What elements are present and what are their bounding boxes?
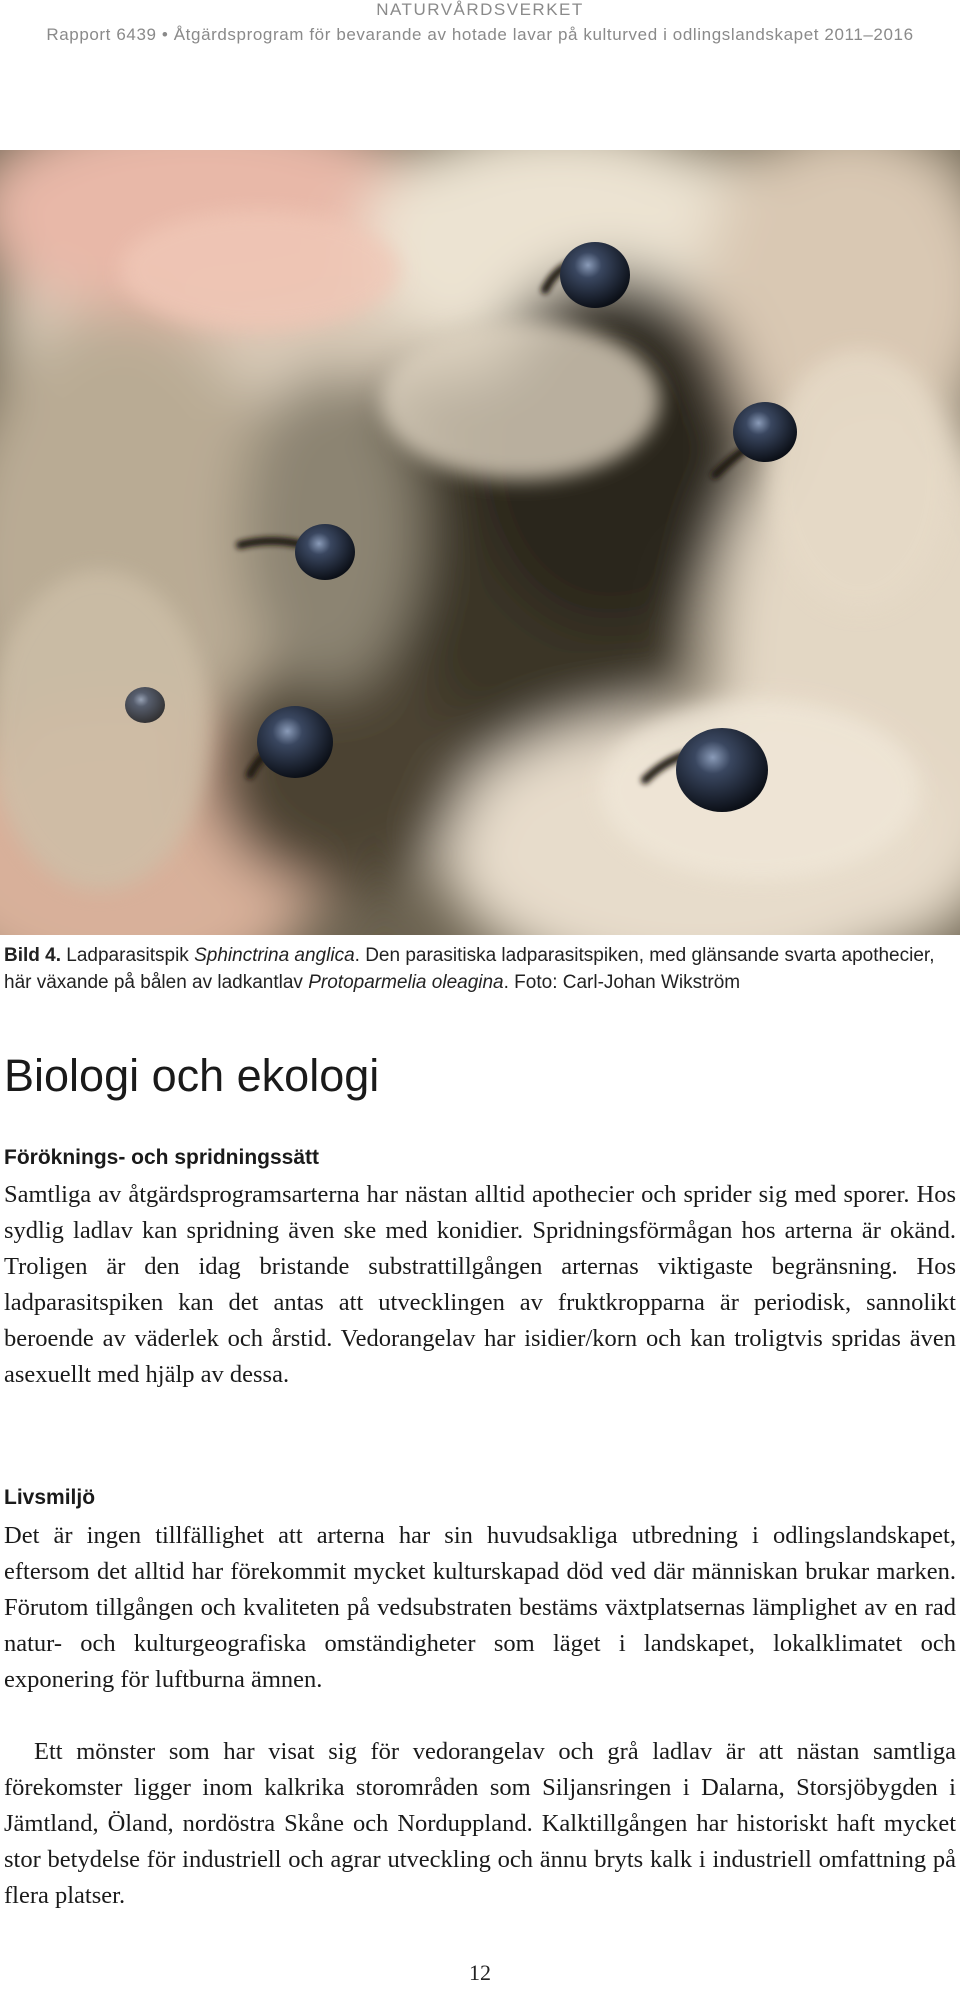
caption-host: Protoparmelia oleagina bbox=[308, 972, 504, 993]
figure-label: Bild 4. bbox=[4, 945, 62, 966]
figure-caption bbox=[4, 942, 954, 996]
caption-text-1: Ladparasitspik bbox=[61, 945, 195, 966]
subheading-habitat: Livsmiljö bbox=[4, 1486, 96, 1509]
paragraph-reproduction: Samtliga av åtgärdsprogramsarterna har nästan alltid apothecier och sprider sig med sporer. Hos sydlig ladlav kan spridning även ske med konidier. Spridningsförmågan hos arterna är okänd. Troligen är den idag bristande substrattillgången arternas viktigaste begränsning. Hos ladparasitspiken kan det antas att utvecklingen av fruktkropparna är periodisk, sannolikt beroende av väderlek och årstid. Vedorangelav har isidier/korn och kan troligtvis spridas även asexuellt med hjälp av dessa. bbox=[4, 1181, 956, 1388]
section-title: Biologi och ekologi bbox=[4, 1050, 380, 1101]
paragraph-habitat-1: Det är ingen tillfällighet att arterna har sin huvudsakliga utbredning i odlingslandskapet, eftersom det alltid har förekommit mycket kulturskapad död ved där människan brukar marken. Förutom tillgången och kvaliteten på vedsubstraten bestäms växtplatsernas lämplighet av en rad natur- och kulturgeografiska omständigheter som läget i landskapet, lokalklimatet och exponering för luftburna ämnen. bbox=[4, 1522, 956, 1693]
page-number: 12 bbox=[469, 1960, 491, 1985]
subheading-reproduction: Föröknings- och spridningssätt bbox=[4, 1146, 320, 1169]
publisher-name: NATURVÅRDSVERKET bbox=[376, 0, 584, 19]
report-title: Rapport 6439 • Åtgärdsprogram för bevarande av hotade lavar på kulturved i odlingslandskapet 2011–2016 bbox=[46, 25, 914, 44]
caption-text-3: . Foto: Carl-Johan Wikström bbox=[503, 972, 741, 993]
paragraph-habitat-2: Ett mönster som har visat sig för vedorangelav och grå ladlav är att nästan samtliga förekomster ligger inom kalkrika storområden som Siljansringen i Dalarna, Storsjöbygden i Jämtland, Öland, nordöstra Skåne och Norduppland. Kalktillgången har historiskt haft mycket stor betydelse för industriell och agrar utveckling och ännu bryts kalk i industriell omfattning på flera platser. bbox=[4, 1738, 956, 1909]
lichen-photo bbox=[0, 150, 960, 935]
caption-species: Sphinctrina anglica bbox=[194, 945, 355, 966]
caption-text-2: . Den parasitiska ladparasitspiken, med glänsande svarta apothecier, här växande på bålen av ladkantlav bbox=[4, 945, 935, 993]
